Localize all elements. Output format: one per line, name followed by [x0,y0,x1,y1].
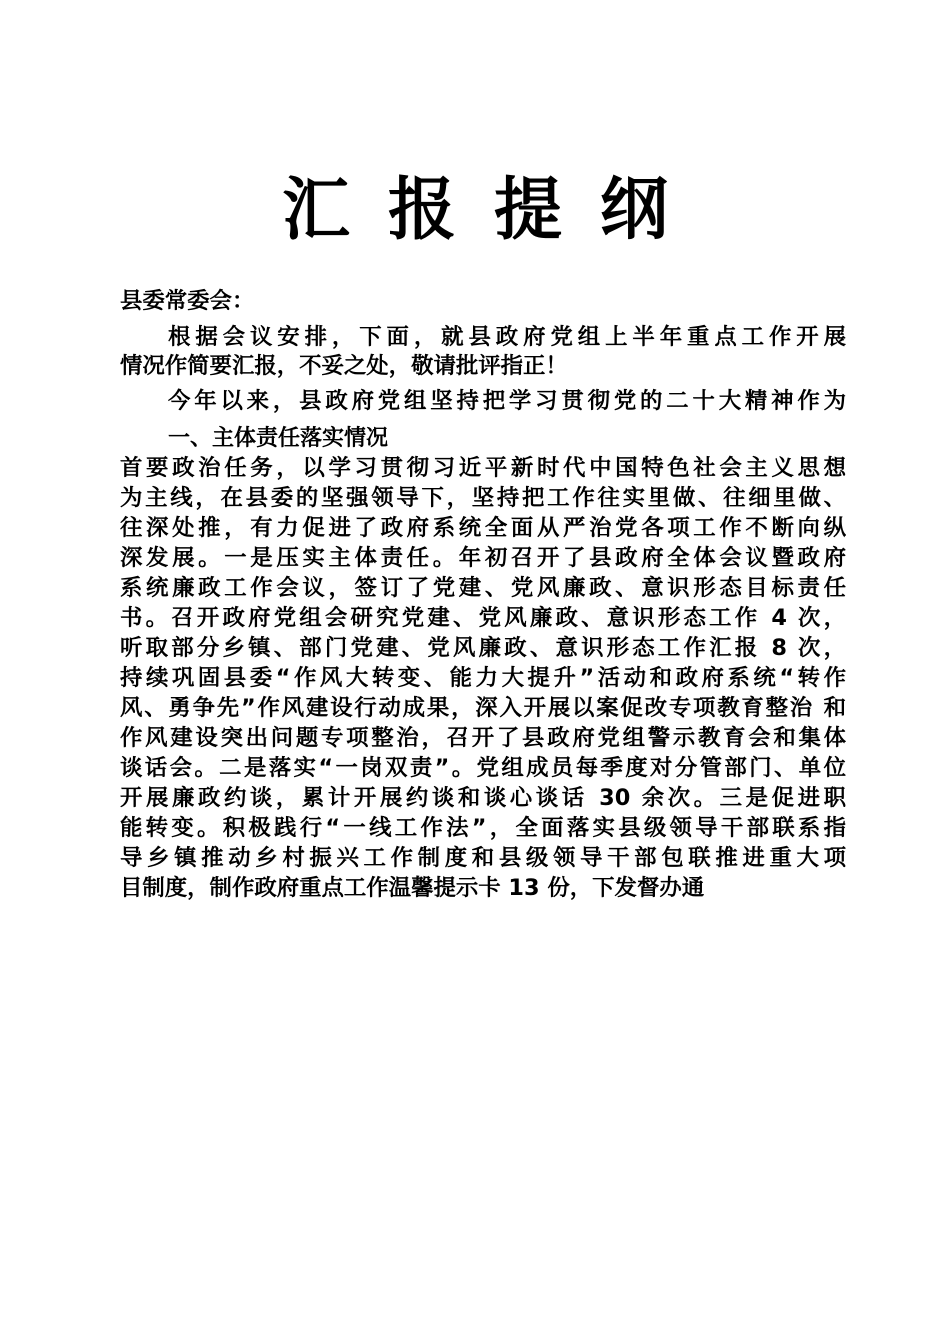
body-line: 深发展。一是压实主体责任。年初召开了县政府全体会议暨政府 [120,545,846,571]
body-line: 作风建设突出问题专项整治，召开了县政府党组警示教育会和集体 [120,725,846,751]
body-line: 目制度，制作政府重点工作温馨提示卡 13 份，下发督办通 [120,875,705,901]
body-line: 开展廉政约谈，累计开展约谈和谈心谈话 30 余次。三是促进职 [120,785,846,811]
body-line: 往深处推，有力促进了政府系统全面从严治党各项工作不断向纵 [120,515,846,541]
body-line: 首要政治任务，以学习贯彻习近平新时代中国特色社会主义思想 [120,455,846,481]
body-line: 系统廉政工作会议，签订了党建、党风廉政、意识形态目标责任 [120,575,846,601]
body-line: 听取部分乡镇、部门党建、党风廉政、意识形态工作汇报 8 次， [120,635,846,661]
body-line: 持续巩固县委“作风大转变、能力大提升”活动和政府系统“转作 [120,665,846,691]
document-title: 汇报提纲 [281,170,706,250]
intro-line-1: 根据会议安排，下面，就县政府党组上半年重点工作开展 [168,324,846,350]
summary-line-1: 今年以来，县政府党组坚持把学习贯彻党的二十大精神作为 [168,388,846,414]
intro-line-2: 情况作简要汇报，不妥之处，敬请批评指正！ [120,353,568,379]
body-line: 谈话会。二是落实“一岗双责”。党组成员每季度对分管部门、单位 [120,755,846,781]
body-line: 书。召开政府党组会研究党建、党风廉政、意识形态工作 4 次， [120,605,846,631]
section-heading: 一、主体责任落实情况 [168,425,389,451]
salutation: 县委常委会： [120,288,255,314]
body-line: 导乡镇推动乡村振兴工作制度和县级领导干部包联推进重大项 [120,845,846,871]
body-line: 风、勇争先”作风建设行动成果，深入开展以案促改专项教育整治 和 [120,695,846,721]
body-line: 为主线，在县委的坚强领导下，坚持把工作往实里做、往细里做、 [120,485,846,511]
body-line: 能转变。积极践行“一线工作法”，全面落实县级领导干部联系指 [120,815,846,841]
